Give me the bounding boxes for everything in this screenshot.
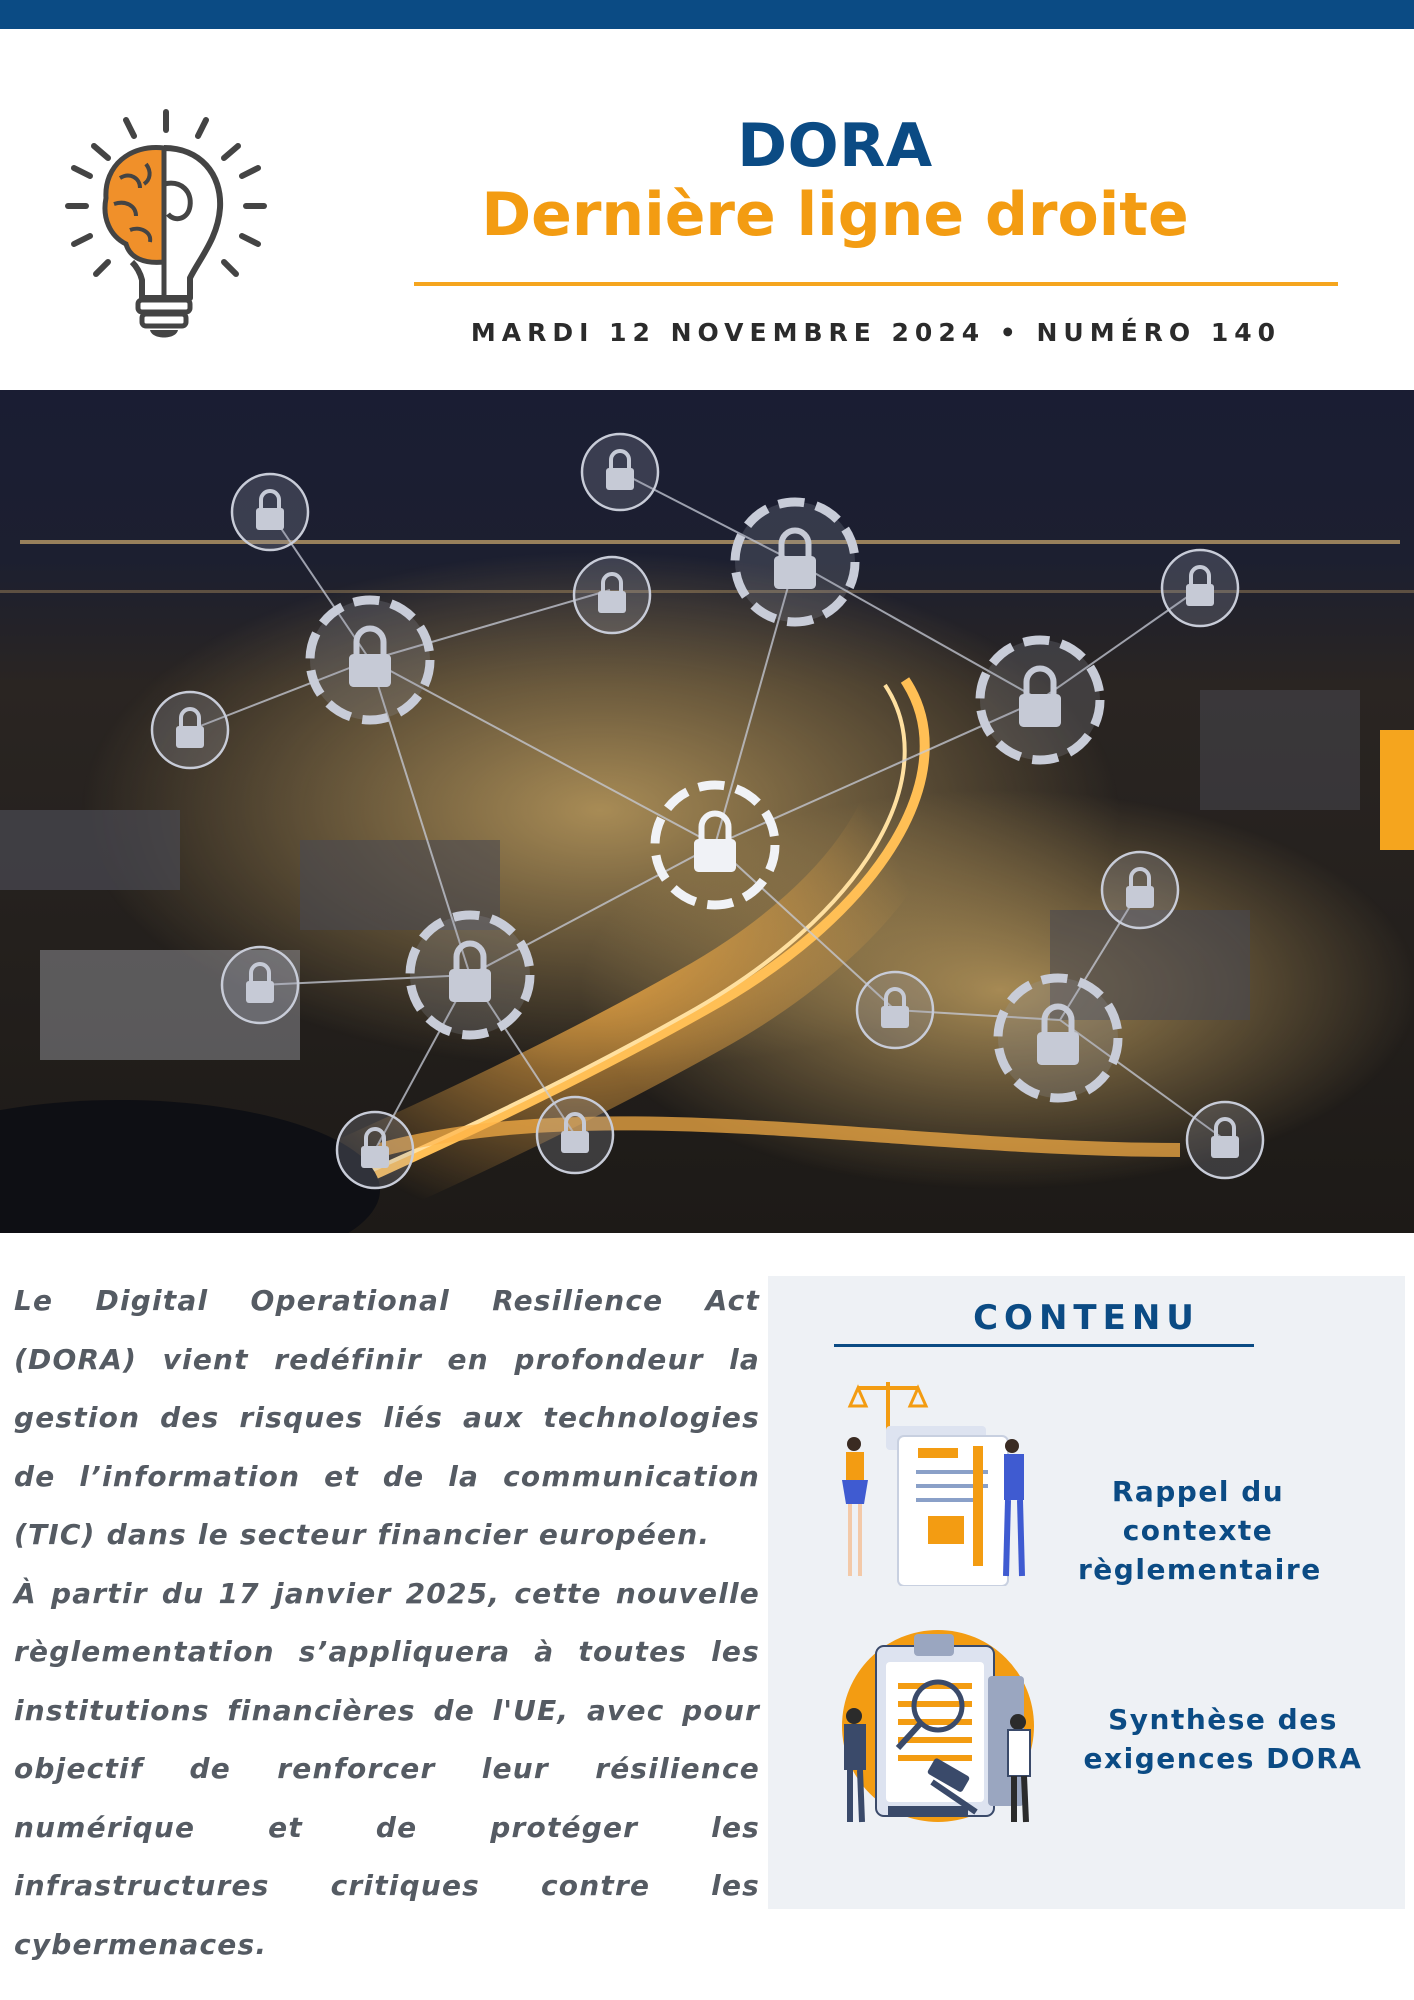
- contents-item-1-line-2: contexte: [1122, 1514, 1274, 1547]
- contents-panel: [768, 1276, 1405, 1909]
- brain-lightbulb-icon: [60, 108, 272, 348]
- contents-item-2-line-1: Synthèse des: [1108, 1703, 1338, 1736]
- contents-item-1-line-1: Rappel du: [1111, 1475, 1285, 1508]
- contents-divider: [834, 1344, 1254, 1347]
- masthead-title: [410, 112, 1260, 250]
- contents-item-1[interactable]: [1078, 1472, 1322, 1589]
- hero-image-padlock-network: [0, 390, 1414, 1233]
- page-subtitle: Dernière ligne droite: [481, 180, 1189, 250]
- contents-item-2[interactable]: [1078, 1700, 1368, 1778]
- intro-paragraph-2: À partir du 17 janvier 2025, cette nouvelle règlementation s’appliquera à toutes les institutions financières de l'UE, avec pour objectif de renforcer leur résilience numérique et de protéger les infrastructures critiques contre les cybermenaces.: [14, 1576, 760, 1961]
- contents-item-2-line-2: exigences DORA: [1083, 1742, 1363, 1775]
- top-banner-bar: [0, 0, 1414, 29]
- contents-heading: CONTENU: [973, 1298, 1200, 1338]
- clipboard-audit-icon: [828, 1626, 1048, 1826]
- intro-paragraph-1: Le Digital Operational Resilience Act (DORA) vient redéfinir en profondeur la gestion des risques liés aux technologies de l’information et de la communication (TIC) dans le secteur financier européen.: [14, 1284, 760, 1551]
- issue-dateline: MARDI 12 NOVEMBRE 2024 • NUMÉRO 140: [470, 318, 1282, 347]
- intro-text: [14, 1272, 760, 1974]
- law-scale-documents-icon: [828, 1376, 1028, 1586]
- contents-item-1-line-3: règlementaire: [1078, 1553, 1322, 1586]
- page-title: DORA: [737, 111, 933, 181]
- title-divider: [414, 282, 1338, 286]
